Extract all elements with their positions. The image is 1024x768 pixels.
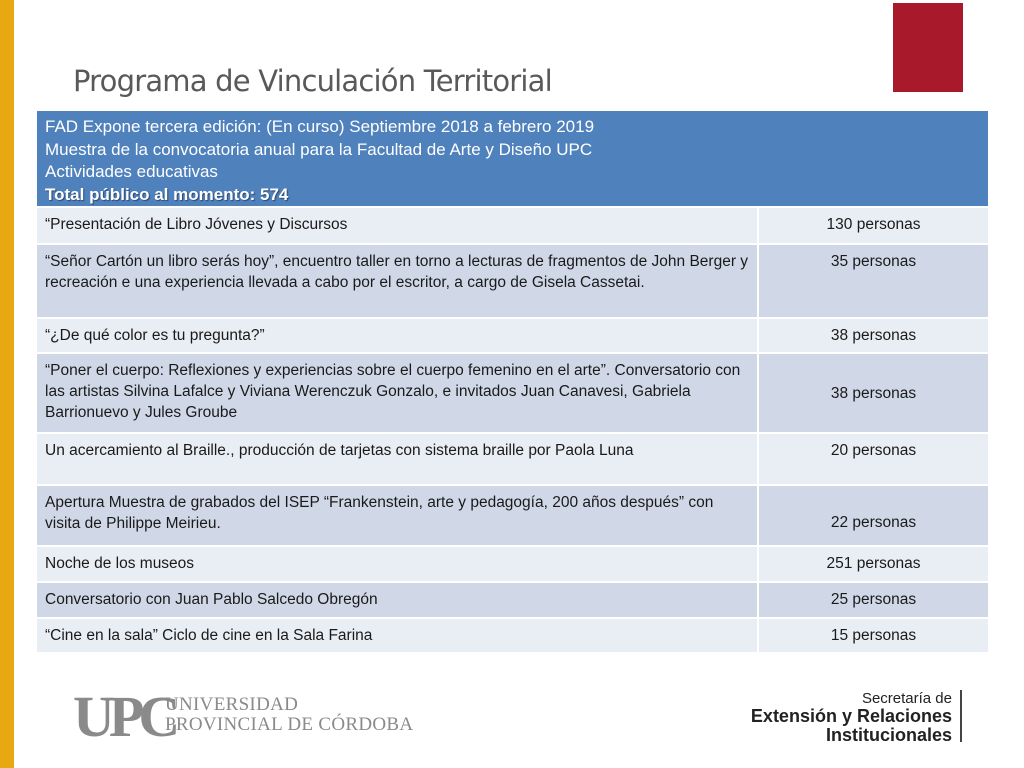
secretaria-line-2: Extensión y Relaciones xyxy=(750,706,952,726)
table-row xyxy=(37,208,988,245)
activity-cell: “¿De qué color es tu pregunta?” xyxy=(37,319,759,352)
university-line-2: PROVINCIAL DE CÓRDOBA xyxy=(165,714,414,735)
activity-cell: “Presentación de Libro Jóvenes y Discursos xyxy=(37,208,759,243)
table-row xyxy=(37,434,988,486)
left-accent-bar xyxy=(0,0,14,768)
attendance-cell: 25 personas xyxy=(830,591,917,608)
university-line-1: UNIVERSIDAD xyxy=(165,694,299,715)
table-header xyxy=(37,111,988,208)
activity-cell: Un acercamiento al Braille., producción de tarjetas con sistema braille por Paola Luna xyxy=(37,434,759,484)
activity-cell: “Cine en la sala” Ciclo de cine en la Sala Farina xyxy=(37,619,759,652)
activity-cell: Conversatorio con Juan Pablo Salcedo Obregón xyxy=(37,583,759,617)
attendance-cell: 22 personas xyxy=(830,514,917,531)
secretaria-divider xyxy=(960,690,962,742)
upc-logo-mark xyxy=(73,684,175,749)
table-body xyxy=(37,208,988,654)
activity-cell: Noche de los museos xyxy=(37,547,759,581)
table-row xyxy=(37,354,988,434)
activity-cell: “Señor Cartón un libro serás hoy”, encuentro taller en torno a lecturas de fragmentos de John Berger y recreación e una experiencia llevada a cabo por el escritor, a cargo de Gisela Cassetai. xyxy=(37,245,759,317)
attendance-cell: 35 personas xyxy=(830,253,917,270)
activities-table xyxy=(37,111,988,654)
attendance-cell: 15 personas xyxy=(830,627,917,644)
attendance-cell: 20 personas xyxy=(830,442,917,459)
attendance-cell: 130 personas xyxy=(826,216,921,233)
attendance-cell: 38 personas xyxy=(830,327,917,344)
header-line-edition: FAD Expone tercera edición: (En curso) Septiembre 2018 a febrero 2019 xyxy=(45,117,595,136)
table-row xyxy=(37,486,988,547)
secretaria-line-1: Secretaría de xyxy=(861,690,952,707)
table-row xyxy=(37,583,988,619)
header-line-actividades: Actividades educativas xyxy=(45,162,218,181)
university-name xyxy=(165,695,413,735)
header-line-muestra: Muestra de la convocatoria anual para la Facultad de Arte y Diseño UPC xyxy=(45,139,593,159)
table-row xyxy=(37,319,988,354)
corner-accent-square xyxy=(893,3,963,92)
table-row xyxy=(37,619,988,654)
attendance-cell: 251 personas xyxy=(826,555,921,572)
upc-logo xyxy=(73,684,414,749)
secretaria-line-3: Institucionales xyxy=(825,725,952,745)
activity-cell: “Poner el cuerpo: Reflexiones y experiencias sobre el cuerpo femenino en el arte”. Conversatorio con las artistas Silvina Lafalce y Viviana Werenczuk Gonzalo, e invitados Juan Canavesi, Gabriela Barrionuevo y Jules Groube xyxy=(37,354,759,432)
table-row xyxy=(37,547,988,583)
header-line-total: Total público al momento: 574 xyxy=(45,184,289,204)
activity-cell: Apertura Muestra de grabados del ISEP “Frankenstein, arte y pedagogía, 200 años después” con visita de Philippe Meirieu. xyxy=(37,486,759,545)
attendance-cell: 38 personas xyxy=(830,384,917,402)
table-row xyxy=(37,245,988,319)
secretaria-logo xyxy=(751,690,952,745)
slide-title: Programa de Vinculación Territorial xyxy=(73,64,552,98)
upc-logo-letters: UPC xyxy=(73,684,175,749)
